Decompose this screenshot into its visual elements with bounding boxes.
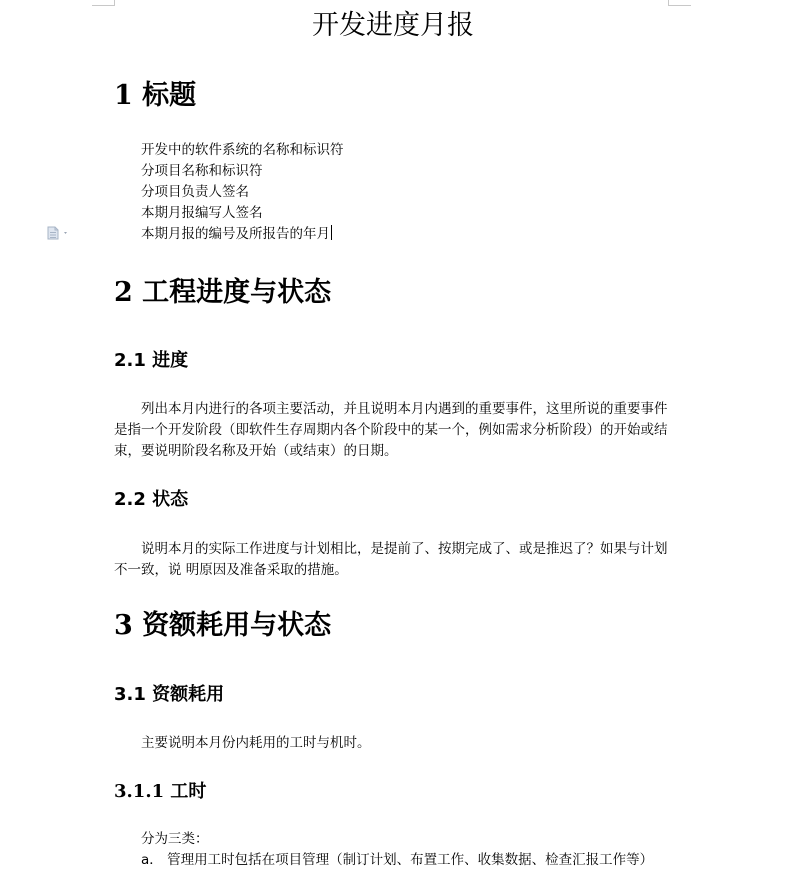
line-item: a． 管理用工时包括在项目管理（制订计划、布置工作、收集数据、检查汇报工作等） [141,852,654,868]
section-heading-1: 1 标题 [114,80,197,111]
document-icon[interactable] [47,226,69,240]
line-item: 本期月报编写人签名 [141,205,263,221]
section-heading-2: 2 工程进度与状态 [114,277,332,308]
subsection-heading-2-2: 2.2 状态 [114,489,189,510]
page-corner-mark-left [92,0,115,6]
line-item: 分项目名称和标识符 [141,163,263,179]
paragraph-status: 说明本月的实际工作进度与计划相比，是提前了、按期完成了、或是推迟了？如果与计划不一致，说 明原因及准备采取的措施。 [114,541,668,578]
line-item-with-cursor[interactable] [141,224,344,245]
line-item: 开发中的软件系统的名称和标识符 [141,142,344,158]
section-heading-3: 3 资额耗用与状态 [114,610,332,641]
line-item-text: 本期月报的编号及所报告的年月 [141,226,330,242]
paragraph-resource-usage: 主要说明本月份内耗用的工时与机时。 [141,735,371,751]
section-1-lines [141,140,344,245]
document-title: 开发进度月报 [312,10,474,41]
paragraph-progress: 列出本月内进行的各项主要活动，并且说明本月内遇到的重要事件，这里所说的重要事件是指一个开发阶段（即软件生存周期内各个阶段中的某一个，例如需求分析阶段）的开始或结束，要说明阶段名称及开始（或结束）的日期。 [114,401,668,459]
line-item: 分为三类： [141,831,209,847]
line-item: 分项目负责人签名 [141,184,249,200]
subsection-heading-2-1: 2.1 进度 [114,350,189,371]
text-cursor [331,225,332,240]
section-3-1-1-lines [141,829,653,871]
subsection-heading-3-1: 3.1 资额耗用 [114,684,225,705]
subsubsection-heading-3-1-1: 3.1.1 工时 [114,781,207,802]
page-corner-mark-right [668,0,691,6]
